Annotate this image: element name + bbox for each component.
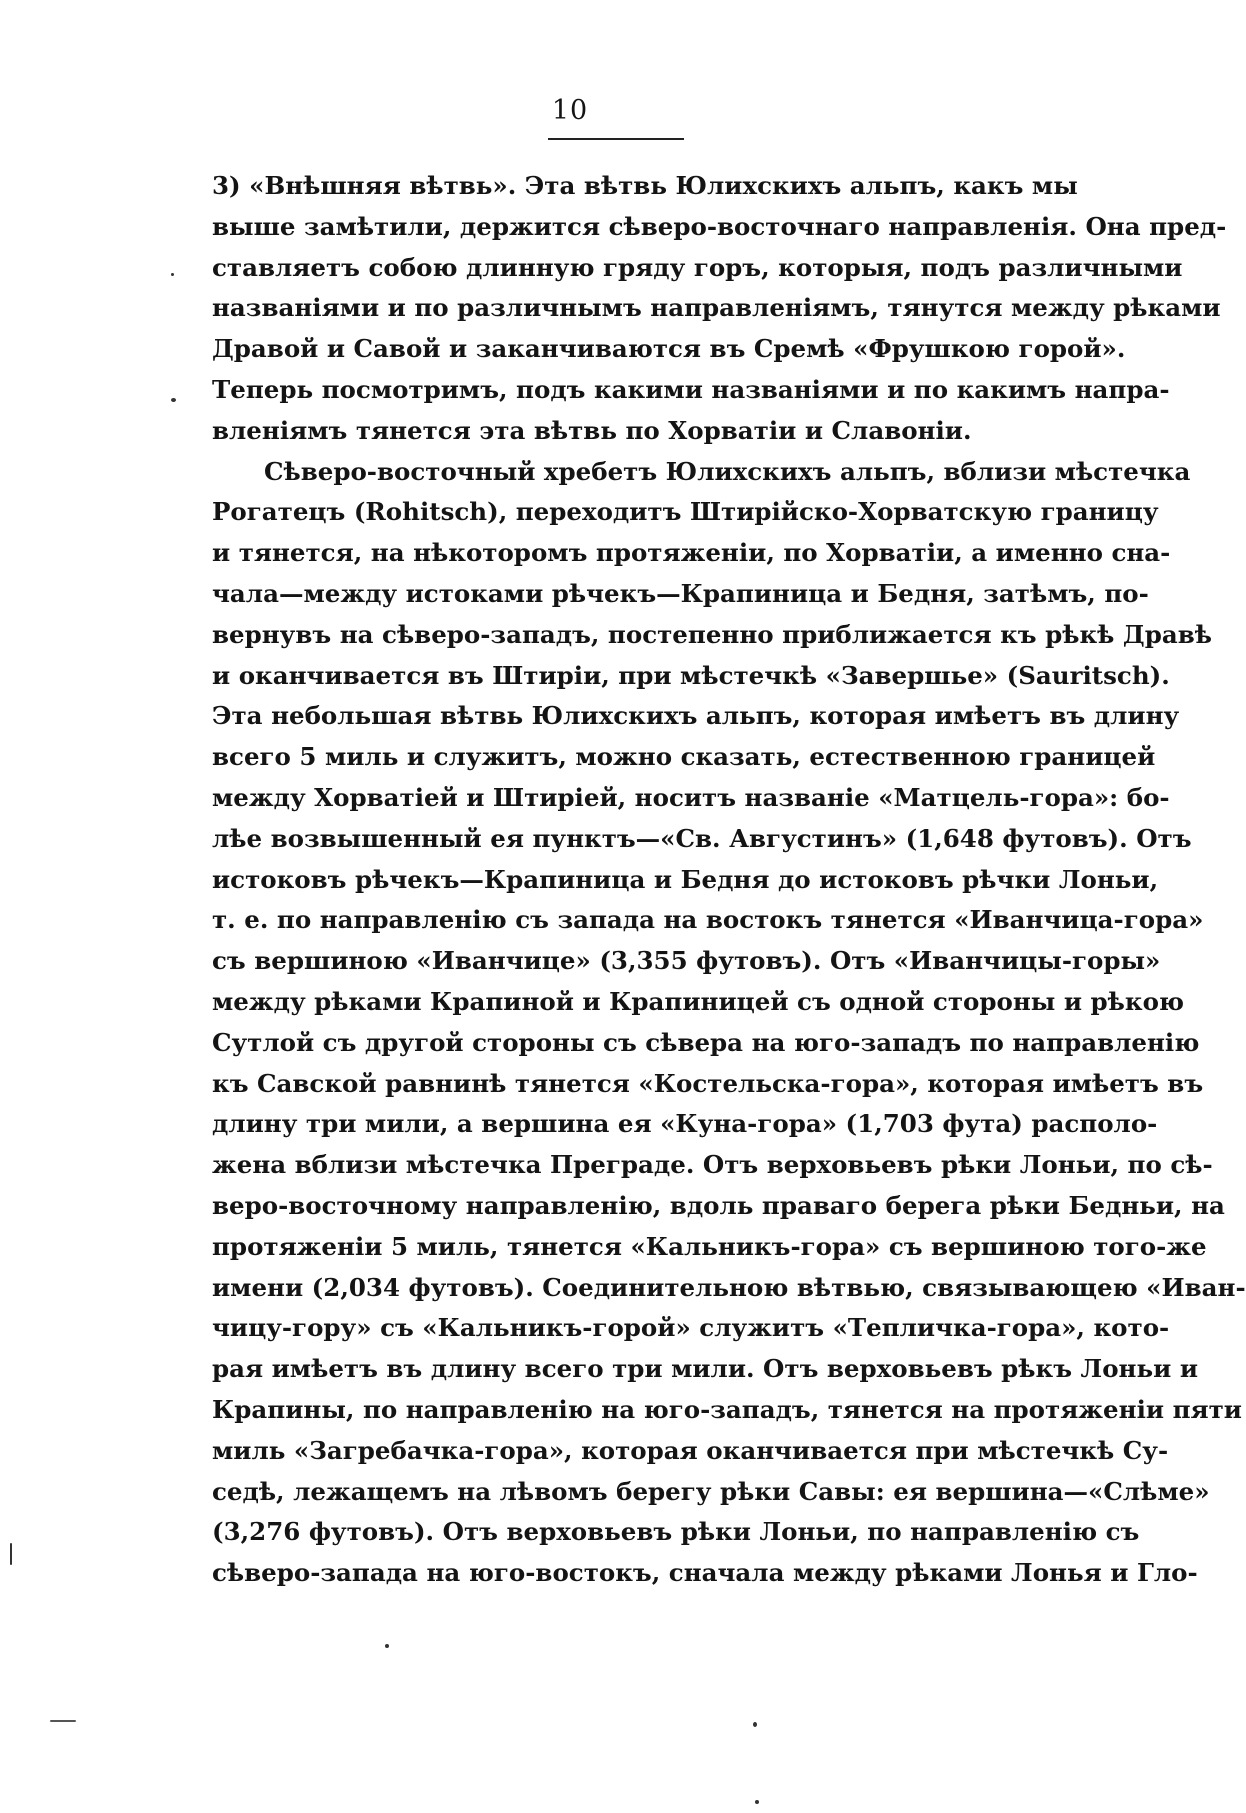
scan-speck (171, 398, 176, 402)
scan-speck (385, 1644, 389, 1648)
text-line: всего 5 миль и служитъ, можно сказать, естественною границей (212, 742, 1156, 772)
text-line: рая имѣетъ въ длину всего три мили. Отъ верховьевъ рѣкъ Лоньи и (212, 1354, 1198, 1384)
text-line: ставляетъ собою длинную гряду горъ, которыя, подъ различными (212, 252, 1183, 282)
text-line: истоковъ рѣчекъ—Крапиница и Бедня до истоковъ рѣчки Лоньи, (212, 864, 1159, 894)
text-line: веро-восточному направленію, вдоль праваго берега рѣки Бедньи, на (212, 1190, 1225, 1220)
body-text (212, 166, 1246, 1594)
scan-speck (753, 1722, 757, 1727)
text-line: между рѣками Крапиной и Крапиницей съ одной стороны и рѣкою (212, 986, 1185, 1016)
text-line: вернувъ на сѣверо-западъ, постепенно приближается къ рѣкѣ Дравѣ (212, 619, 1212, 649)
text-line: между Хорватіей и Штиріей, носитъ названіе «Матцель-гора»: бо- (212, 782, 1170, 812)
text-line: Крапины, по направленію на юго-западъ, тянется на протяженіи пяти (212, 1394, 1242, 1424)
text-line: лѣе возвышенный ея пунктъ—«Св. Августинъ» (1,648 футовъ). Отъ (212, 823, 1192, 853)
scan-speck (171, 273, 174, 276)
scan-speck (755, 1800, 759, 1804)
text-line: Теперь посмотримъ, подъ какими названіями и по какимъ напра- (212, 374, 1170, 404)
text-line: длину три мили, а вершина ея «Куна-гора» (1,703 фута) располо- (212, 1109, 1158, 1139)
text-line: чала—между истоками рѣчекъ—Крапиница и Бедня, затѣмъ, по- (212, 578, 1149, 608)
scan-edge-mark (50, 1720, 76, 1722)
text-line: жена вблизи мѣстечка Преградe. Отъ верховьевъ рѣки Лоньи, по сѣ- (212, 1150, 1213, 1180)
text-line: Эта небольшая вѣтвь Юлихскихъ альпъ, которая имѣетъ въ длину (212, 701, 1180, 731)
text-line: названіями и по различнымъ направленіямъ, тянутся между рѣками (212, 293, 1221, 323)
text-line: Сутлой съ другой стороны съ сѣвера на юго-западъ по направленію (212, 1027, 1200, 1057)
text-line: седѣ, лежащемъ на лѣвомъ берегу рѣки Савы: ея вершина—«Слѣме» (212, 1476, 1210, 1506)
text-line: протяженіи 5 миль, тянется «Кальникъ-гора» съ вершиною того-же (212, 1231, 1207, 1261)
text-line: Сѣверо-восточный хребетъ Юлихскихъ альпъ, вблизи мѣстечка (264, 456, 1191, 486)
text-line: вленіямъ тянется эта вѣтвь по Хорватіи и Славоніи. (212, 415, 972, 445)
text-line: выше замѣтили, держится сѣверо-восточнаго направленія. Она пред- (212, 211, 1227, 241)
text-line: 3) «Внѣшняя вѣтвь». Эта вѣтвь Юлихскихъ альпъ, какъ мы (212, 171, 1078, 200)
text-line: къ Савской равнинѣ тянется «Костельска-гора», которая имѣетъ въ (212, 1068, 1204, 1098)
text-line: Рогатецъ (Rohitsch), переходитъ Штирійско-Хорватскую границу (212, 497, 1159, 527)
scan-edge-mark (10, 1543, 12, 1565)
page-number-rule (548, 138, 684, 140)
text-line: миль «Загребачка-гора», которая оканчивается при мѣстечкѣ Су- (212, 1435, 1169, 1465)
text-line: (3,276 футовъ). Отъ верховьевъ рѣки Лоньи, по направленію съ (212, 1517, 1140, 1547)
text-line: имени (2,034 футовъ). Соединительною вѣтвью, связывающею «Иван- (212, 1272, 1246, 1302)
text-line: съ вершиною «Иванчице» (3,355 футовъ). Отъ «Иванчицы-горы» (212, 946, 1161, 976)
text-line: т. е. по направленію съ запада на востокъ тянется «Иванчица-гора» (212, 905, 1204, 935)
text-line: и оканчивается въ Штиріи, при мѣстечкѣ «Завершье» (Sauritsch). (212, 660, 1170, 690)
text-line: Дравой и Савой и заканчиваются въ Сремѣ «Фрушкою горой». (212, 334, 1126, 364)
text-line: и тянется, на нѣкоторомъ протяженіи, по Хорватіи, а именно сна- (212, 538, 1171, 568)
page-number: 10 (551, 95, 589, 126)
text-line: чицу-гору» съ «Кальникъ-горой» служитъ «Тепличка-гора», кото- (212, 1313, 1170, 1343)
text-line: сѣверо-запада на юго-востокъ, сначала между рѣками Лонья и Гло- (212, 1558, 1198, 1588)
